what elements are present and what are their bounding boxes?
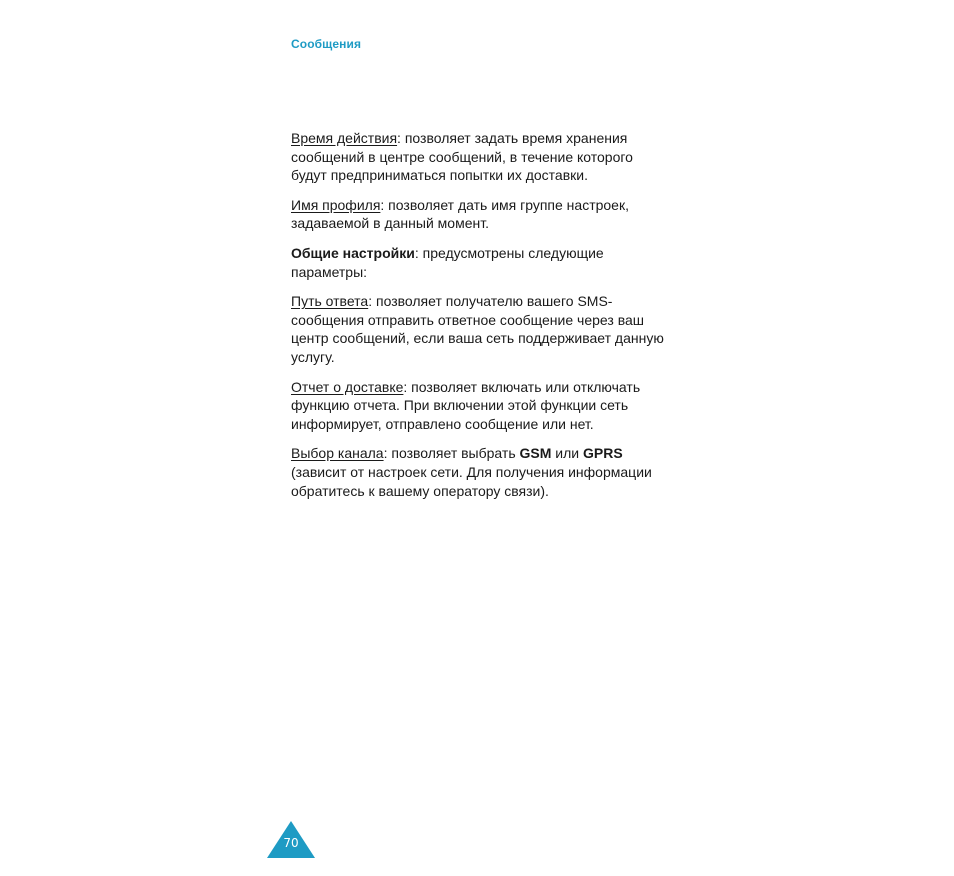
page-number-badge bbox=[267, 821, 315, 858]
description-channel-selection-c: (зависит от настроек сети. Для получения информации обратитесь к вашему оператору связи). bbox=[291, 463, 652, 499]
description-channel-selection-a: : позволяет выбрать bbox=[383, 445, 520, 462]
page-number: 70 bbox=[283, 836, 299, 850]
option-gprs: GPRS bbox=[582, 445, 623, 462]
description-validity-period: : позволяет задать время хранения сообщений в центре сообщений, в течение которого будут предприниматься попытки их доставки. bbox=[291, 130, 633, 184]
section-title: Сообщения bbox=[291, 37, 362, 51]
option-gsm: GSM bbox=[519, 445, 552, 462]
term-reply-path: Путь ответа bbox=[291, 293, 369, 310]
item-profile-name bbox=[291, 196, 671, 233]
term-channel-selection: Выбор канала bbox=[291, 445, 384, 462]
item-delivery-report bbox=[291, 378, 671, 434]
description-general-settings: : предусмотрены следующие параметры: bbox=[291, 244, 604, 280]
description-profile-name: : позволяет дать имя группе настроек, задаваемой в данный момент. bbox=[291, 196, 629, 232]
description-delivery-report: : позволяет включать или отключать функцию отчета. При включении этой функции сеть информирует, отправлено сообщение или нет. bbox=[291, 378, 641, 432]
item-general-settings bbox=[291, 244, 671, 281]
term-validity-period: Время действия bbox=[291, 130, 398, 146]
description-channel-selection-b: или bbox=[551, 445, 583, 462]
term-delivery-report: Отчет о доставке bbox=[291, 378, 404, 395]
term-profile-name: Имя профиля bbox=[291, 196, 381, 213]
term-general-settings: Общие настройки bbox=[291, 244, 415, 261]
item-reply-path bbox=[291, 292, 671, 366]
item-validity-period bbox=[291, 129, 671, 185]
document-body bbox=[291, 129, 671, 511]
item-channel-selection bbox=[291, 444, 671, 500]
description-reply-path: : позволяет получателю вашего SMS-сообщения отправить ответное сообщение через ваш центр сообщений, если ваша сеть поддерживает данную услугу. bbox=[291, 293, 664, 365]
